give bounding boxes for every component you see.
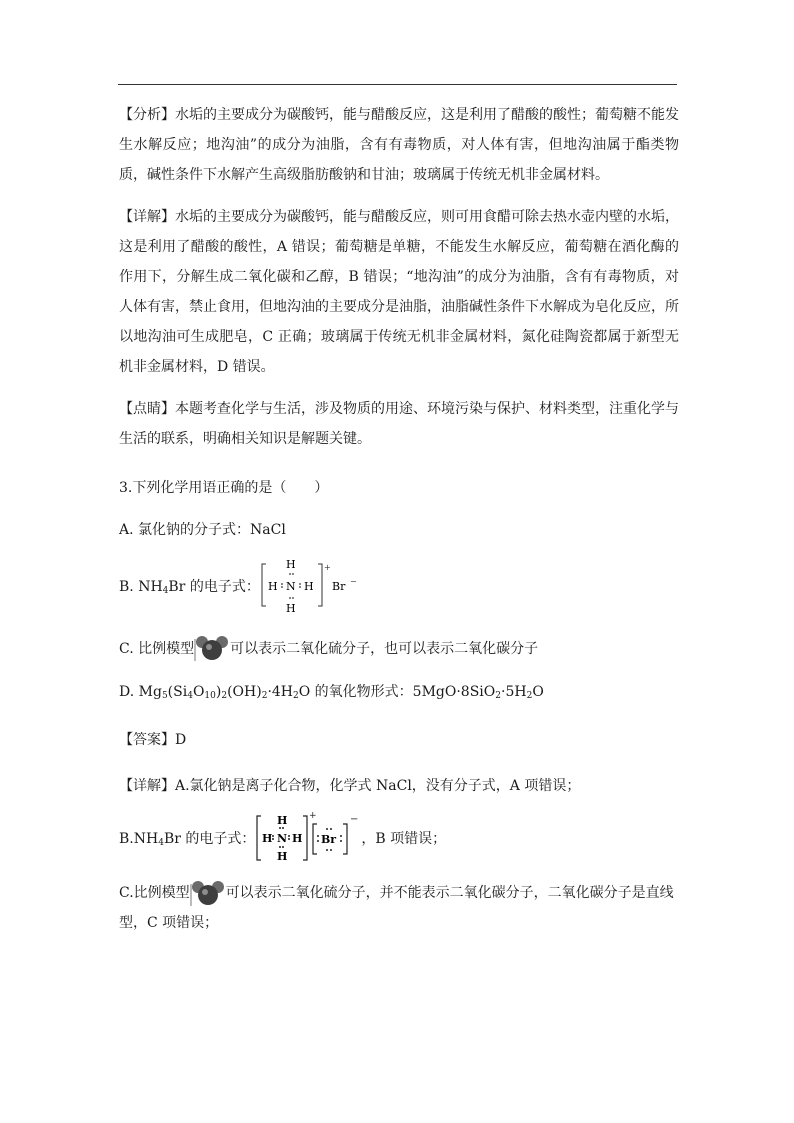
- detail2-c: [119, 878, 679, 938]
- analysis-text: 水垢的主要成分为碳酸钙，能与醋酸反应，这是利用了醋酸的酸性；葡萄糖不能发生水解反应；地沟油”的成分为油脂，含有有毒物质，对人体有害，但地沟油属于酯类物质，碱性条件下水解产生高级脂肪酸钠和甘油；玻璃属于传统无机非金属材料。: [119, 107, 679, 183]
- detail2-a: 【详解】A.氯化钠是离子化合物，化学式 NaCl，没有分子式，A 项错误；: [119, 778, 581, 794]
- option-c-text: 可以表示二氧化硫分子，也可以表示二氧化碳分子: [230, 641, 539, 657]
- answer-value: D: [175, 732, 187, 748]
- nh4br-electron-dot-formula-1: [260, 556, 360, 616]
- ed2-h-top: H: [277, 814, 288, 827]
- detail2-c-text: 可以表示二氧化硫分子，并不能表示二氧化碳分子，二氧化碳分子是直线型，C 项错误；: [119, 885, 674, 931]
- option-c-label: C. 比例模型: [119, 641, 195, 657]
- detail2-b-label: $B.NH_4Br$ 的电子式：: [119, 831, 256, 848]
- detail2-b: [119, 810, 679, 866]
- comment-tag: 【点睛】: [119, 401, 175, 417]
- space-filling-model-icon: [194, 633, 230, 663]
- ed1-minus: −: [349, 577, 357, 586]
- answer-tag: 【答案】: [119, 732, 175, 748]
- comment-text: 本题考查化学与生活，涉及物质的用途、环境污染与保护、材料类型，注重化学与生活的联系，明确相关知识是解题关键。: [119, 401, 679, 447]
- analysis-tag: 【分析】: [119, 107, 175, 123]
- ed1-h-bottom: H: [285, 602, 296, 615]
- option-b: [119, 556, 679, 616]
- detail-tag-2: 【详解】: [119, 778, 175, 794]
- ed1-n: N: [285, 580, 296, 593]
- document-body: [119, 100, 679, 938]
- ed2-h-left: H: [262, 832, 273, 845]
- ed2-h-right: H: [292, 832, 303, 845]
- ed1-h-top: H: [285, 558, 296, 571]
- analysis-paragraph: [119, 100, 679, 190]
- detail2-b-text: ，B 项错误；: [361, 831, 447, 847]
- comment-paragraph: [119, 394, 679, 454]
- space-filling-model-icon-2: [190, 878, 226, 908]
- ed1-h-right: H: [303, 580, 314, 593]
- ed2-minus: −: [350, 814, 359, 825]
- ed1-h-left: H: [267, 580, 278, 593]
- nh4br-electron-dot-formula-2: [255, 810, 361, 866]
- ed1-br: Br: [331, 580, 346, 593]
- ed2-br: Br: [321, 833, 337, 846]
- detail-text-1: 水垢的主要成分为碳酸钙，能与醋酸反应，则可用食醋可除去热水壶内壁的水垢，这是利用了醋酸的酸性，A 错误；葡萄糖是单糖，不能发生水解反应，葡萄糖在酒化酶的作用下，分解生成二氧化碳和乙醇，B 错误；“地沟油”的成分为油脂，含有有毒物质，对人体有害，禁止食用，但地沟油的主要成分是油脂，油脂碱性条件下水解成为皂化反应，所以地沟油可生成肥皂，C 正确；玻璃属于传统无机非金属材料，氮化硅陶瓷都属于新型无机非金属材料，D 错误。: [119, 209, 679, 375]
- option-a: A. 氯化钠的分子式：NaCl: [119, 522, 286, 538]
- ed2-h-bottom: H: [277, 850, 288, 863]
- option-b-label: B. $NH_4Br$ 的电子式：: [119, 579, 260, 596]
- ed2-plus: +: [309, 811, 317, 821]
- detail-paragraph-1: [119, 202, 679, 382]
- detail2-c-label: C.比例模型: [119, 885, 190, 901]
- header-rule: [118, 84, 677, 85]
- option-d: D. $Mg_5(Si_4O_{10})_2(OH)_2\cdot 4H_2O$ 的氧化物形式：$5MgO\cdot 8SiO_2\cdot 5H_2O$: [119, 684, 544, 701]
- ed2-n: N: [277, 832, 288, 845]
- ed1-plus: +: [323, 563, 331, 572]
- question-stem: 3.下列化学用语正确的是（ ）: [119, 480, 329, 496]
- answer-line: [119, 730, 679, 750]
- detail-tag-1: 【详解】: [119, 209, 175, 225]
- option-c: [119, 628, 679, 668]
